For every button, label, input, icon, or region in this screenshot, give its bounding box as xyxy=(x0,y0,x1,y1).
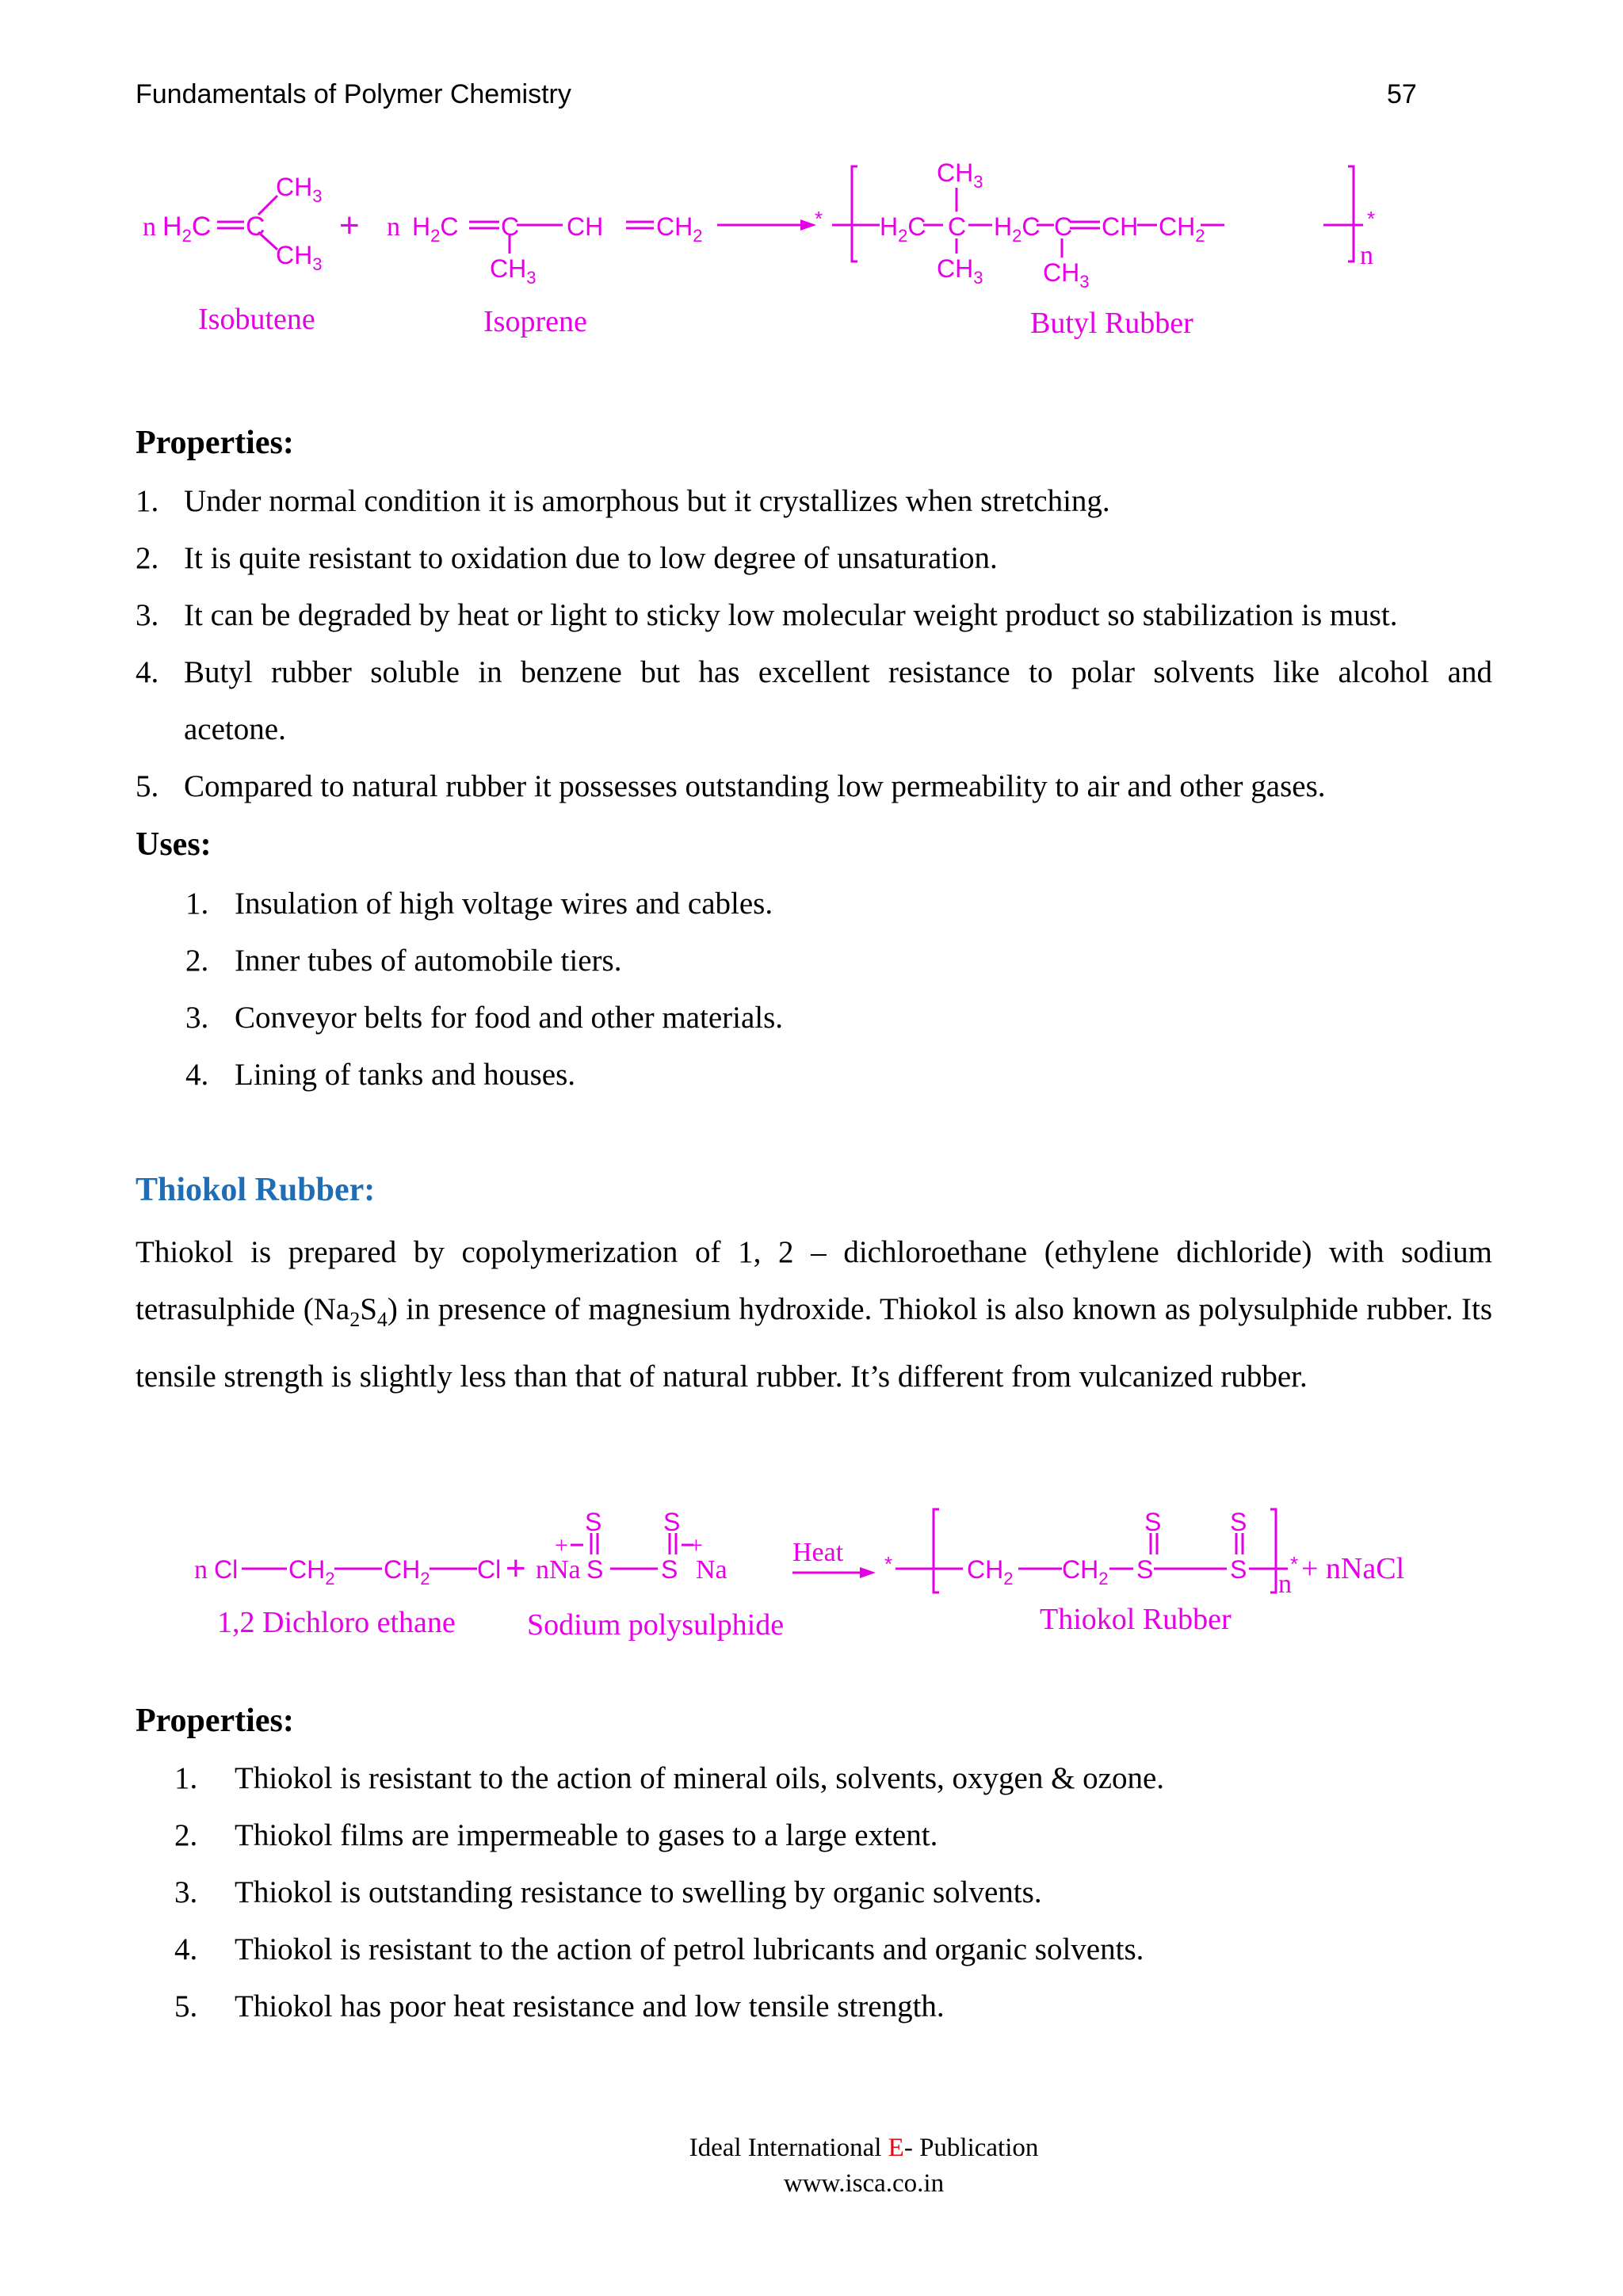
sodium: Na xyxy=(696,1555,727,1585)
group-ch: CH xyxy=(1159,212,1196,241)
end-star: * xyxy=(884,1552,893,1576)
svg-text:CH3 xyxy=(276,241,322,274)
list-number: 5. xyxy=(136,769,159,803)
list-item-continuation: acetone. xyxy=(184,712,286,746)
list-number: 3. xyxy=(136,598,159,632)
svg-text:CH2 xyxy=(967,1555,1013,1589)
atom-c: C xyxy=(1054,212,1073,241)
atom-s: S xyxy=(663,1508,681,1536)
list-number: 3. xyxy=(185,1001,209,1035)
atom-s: S xyxy=(1230,1555,1247,1584)
list-text: Inner tubes of automobile tiers. xyxy=(235,944,622,978)
subscript: 3 xyxy=(1079,272,1090,292)
svg-text:H2C xyxy=(412,212,458,246)
mol-n: n xyxy=(387,212,400,242)
list-number: 2. xyxy=(185,944,209,978)
atom-h: H xyxy=(880,212,899,241)
svg-text:CH3 xyxy=(276,173,322,206)
group-ch: CH xyxy=(1102,212,1139,241)
group-ch: CH xyxy=(1062,1555,1099,1584)
subscript: 3 xyxy=(973,172,983,192)
atom-h: H xyxy=(162,212,182,242)
group-ch: CH xyxy=(967,1555,1004,1584)
label-isoprene: Isoprene xyxy=(483,305,587,338)
svg-text:CH3 xyxy=(1043,258,1089,292)
list-text: Thiokol is outstanding resistance to swelling by organic solvents. xyxy=(235,1875,1042,1909)
thiokol-rubber-scheme xyxy=(182,1489,1450,1656)
label-dichloroethane: 1,2 Dichloro ethane xyxy=(217,1606,456,1639)
subscript: 2 xyxy=(181,226,192,246)
subscript: 3 xyxy=(312,254,323,274)
para-text: S xyxy=(360,1292,377,1326)
methyl: CH xyxy=(937,158,974,187)
list-text: Insulation of high voltage wires and cables. xyxy=(235,887,773,921)
svg-text:H2C xyxy=(880,212,926,246)
atom-c: C xyxy=(191,212,212,242)
list-text: It can be degraded by heat or light to sticky low molecular weight product so stabilization is must. xyxy=(184,598,1398,632)
svg-text:CH2 xyxy=(288,1555,334,1589)
list-number: 4. xyxy=(136,655,159,689)
subscript: 2 xyxy=(1098,1569,1109,1589)
list-text: Butyl rubber soluble in benzene but has excellent resistance to polar solvents like alcohol and xyxy=(184,655,1492,689)
page-number: 57 xyxy=(1387,79,1417,109)
atom-s: S xyxy=(661,1555,678,1584)
atom-c: C xyxy=(1022,212,1041,241)
methyl: CH xyxy=(276,173,313,201)
svg-text:CH2 xyxy=(656,212,702,246)
group-ch: CH xyxy=(288,1555,326,1584)
atom-c: C xyxy=(246,212,265,242)
list-text: Thiokol is resistant to the action of petrol lubricants and organic solvents. xyxy=(235,1932,1144,1966)
svg-text:H2C xyxy=(162,212,211,246)
sodium: nNa xyxy=(536,1555,581,1585)
svg-text:CH2 xyxy=(384,1555,430,1589)
list-number: 2. xyxy=(174,1818,198,1852)
subscript: 3 xyxy=(312,186,323,206)
label-thiokol-rubber: Thiokol Rubber xyxy=(1040,1603,1232,1636)
subscript: 3 xyxy=(973,268,983,288)
list-text: It is quite resistant to oxidation due to low degree of unsaturation. xyxy=(184,541,998,575)
footer-publisher xyxy=(0,2134,1623,2163)
list-text: Under normal condition it is amorphous but it crystallizes when stretching. xyxy=(184,484,1110,518)
list-number: 2. xyxy=(136,541,159,575)
para-text: Thiokol is prepared by copolymerization of 1, 2 – dichloroethane (ethylene dichloride) with sodium tetrasulphide (Na xyxy=(136,1235,1492,1326)
thiokol-paragraph xyxy=(136,1224,1492,1405)
end-star: * xyxy=(1367,207,1376,231)
list-text: Lining of tanks and houses. xyxy=(235,1058,576,1092)
repeat-n: n xyxy=(1278,1569,1292,1599)
atom-cl: Cl xyxy=(214,1555,239,1584)
methyl: CH xyxy=(490,254,527,283)
atom-s: S xyxy=(586,1555,604,1584)
subscript: 2 xyxy=(898,226,908,246)
subscript: 2 xyxy=(349,1307,361,1331)
methyl: CH xyxy=(276,241,313,269)
subscript: 2 xyxy=(1012,226,1022,246)
list-number: 4. xyxy=(174,1932,198,1966)
list-number: 1. xyxy=(136,484,159,518)
list-number: 4. xyxy=(185,1058,209,1092)
atom-c: C xyxy=(440,212,459,241)
list-text: Thiokol is resistant to the action of mineral oils, solvents, oxygen & ozone. xyxy=(235,1761,1165,1795)
properties-heading: Properties: xyxy=(136,1703,294,1739)
running-header: Fundamentals of Polymer Chemistry xyxy=(136,79,571,109)
list-number: 5. xyxy=(174,1989,198,2023)
charge-plus: + xyxy=(689,1532,703,1558)
list-text: Thiokol has poor heat resistance and low tensile strength. xyxy=(235,1989,945,2023)
subscript: 2 xyxy=(1003,1569,1014,1589)
list-text: Conveyor belts for food and other materials. xyxy=(235,1001,784,1035)
atom-h: H xyxy=(994,212,1013,241)
footer-url[interactable]: www.isca.co.in xyxy=(783,2169,945,2198)
label-butyl-rubber: Butyl Rubber xyxy=(1030,307,1193,340)
subscript: 2 xyxy=(693,226,703,246)
atom-s: S xyxy=(1230,1508,1247,1536)
nacl: + nNaCl xyxy=(1301,1552,1405,1585)
footer-text: - Publication xyxy=(903,2134,1039,2162)
list-text: Compared to natural rubber it possesses outstanding low permeability to air and other gases. xyxy=(184,769,1326,803)
svg-text:CH2 xyxy=(1062,1555,1108,1589)
mol-n: n xyxy=(143,212,156,242)
mol-n: n xyxy=(194,1555,208,1585)
atom-s: S xyxy=(1144,1508,1162,1536)
list-number: 1. xyxy=(185,887,209,921)
subscript: 2 xyxy=(1195,226,1205,246)
group-ch: CH xyxy=(656,212,693,241)
atom-c: C xyxy=(907,212,926,241)
atom-h: H xyxy=(412,212,431,241)
footer-text: Ideal International xyxy=(689,2134,888,2162)
svg-text:CH3 xyxy=(937,254,983,288)
list-number: 1. xyxy=(174,1761,198,1795)
svg-text:CH2 xyxy=(1159,212,1205,246)
butyl-rubber-scheme xyxy=(119,147,1403,353)
heat-label: Heat xyxy=(792,1538,844,1567)
label-isobutene: Isobutene xyxy=(198,303,315,336)
atom-cl: Cl xyxy=(477,1555,502,1584)
plus-sign: + xyxy=(339,206,360,245)
methyl: CH xyxy=(937,254,974,283)
svg-text:CH3 xyxy=(937,158,983,192)
para-text: ) in presence of magnesium hydroxide. Thiokol is also known as polysulphide rubber. Its tensile strength is slightly less than that of natural rubber. It’s different from vulcanized rubber. xyxy=(136,1292,1492,1394)
label-sodium-polysulphide: Sodium polysulphide xyxy=(527,1608,785,1642)
list-text: Thiokol films are impermeable to gases to a large extent. xyxy=(235,1818,938,1852)
plus-sign: + xyxy=(506,1549,526,1588)
atom-c: C xyxy=(948,212,967,241)
group-ch: CH xyxy=(384,1555,421,1584)
list-number: 3. xyxy=(174,1875,198,1909)
atom-c: C xyxy=(501,212,520,241)
uses-heading: Uses: xyxy=(136,826,212,863)
footer-e: E xyxy=(888,2134,904,2162)
atom-s: S xyxy=(1136,1555,1154,1584)
subscript: 2 xyxy=(325,1569,335,1589)
subscript: 4 xyxy=(376,1307,388,1331)
subscript: 3 xyxy=(526,268,537,288)
end-star: * xyxy=(1290,1552,1299,1576)
group-ch: CH xyxy=(567,212,604,241)
properties-heading: Properties: xyxy=(136,425,294,461)
svg-text:CH3 xyxy=(490,254,536,288)
methyl: CH xyxy=(1043,258,1080,287)
svg-text:H2C xyxy=(994,212,1040,246)
charge-plus: + xyxy=(555,1532,568,1558)
subscript: 2 xyxy=(420,1569,430,1589)
atom-s: S xyxy=(585,1508,602,1536)
thiokol-heading: Thiokol Rubber: xyxy=(136,1172,376,1208)
subscript: 2 xyxy=(430,226,441,246)
repeat-n: n xyxy=(1360,241,1373,270)
end-star: * xyxy=(815,207,823,231)
